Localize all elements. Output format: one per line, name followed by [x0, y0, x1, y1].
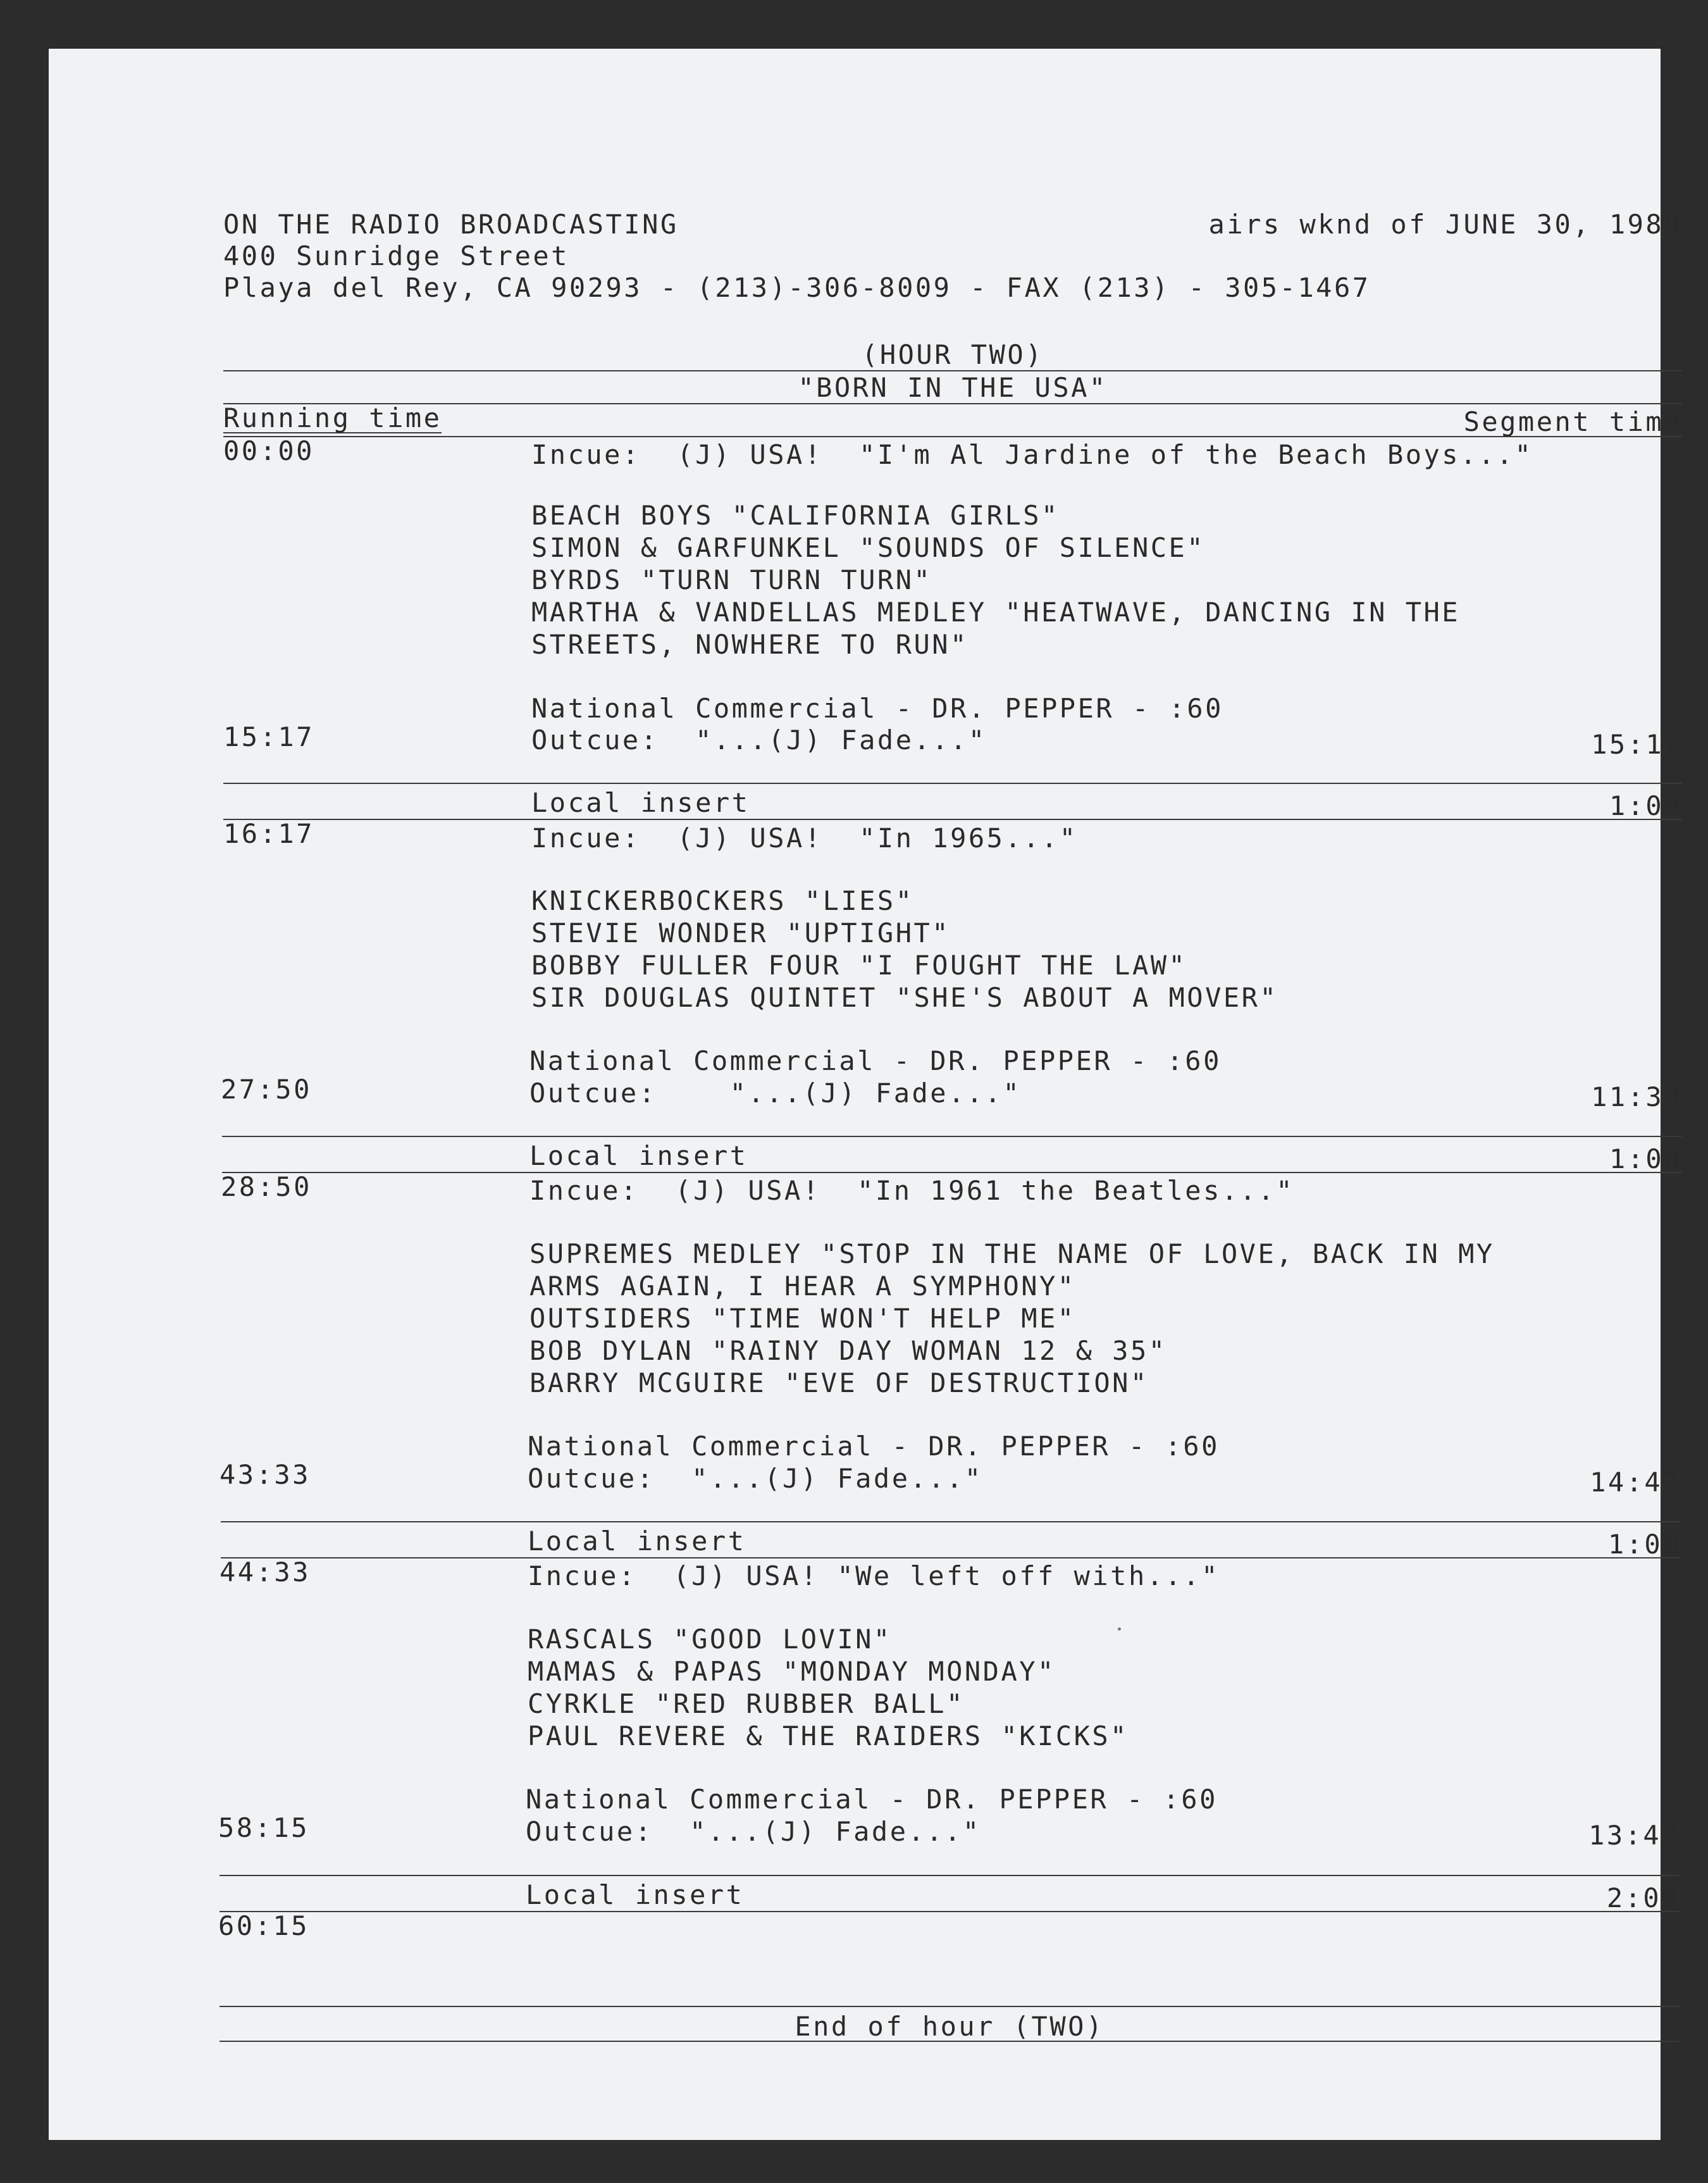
song-line: MARTHA & VANDELLAS MEDLEY "HEATWAVE, DANCING IN THE [531, 597, 1461, 628]
outcue: Outcue: "...(J) Fade..." [526, 1816, 981, 1847]
local-insert-label: Local insert [529, 1140, 748, 1171]
document-page [49, 49, 1682, 2140]
local-insert-label: Local insert [528, 1526, 746, 1557]
song-line: STEVIE WONDER "UPTIGHT" [531, 917, 951, 948]
paper-speck [1118, 1627, 1121, 1631]
running-time: 00:00 [223, 435, 314, 466]
address-street: 400 Sunridge Street [223, 240, 569, 271]
divider [220, 1875, 1680, 1876]
song-line: OUTSIDERS "TIME WON'T HELP ME" [529, 1303, 1076, 1334]
running-time: 44:33 [220, 1557, 311, 1588]
song-line: PAUL REVERE & THE RAIDERS "KICKS" [528, 1720, 1129, 1751]
song-line: BYRDS "TURN TURN TURN" [531, 564, 932, 595]
local-insert-label: Local insert [531, 787, 750, 818]
hour-label: (HOUR TWO) [862, 339, 1044, 370]
divider [223, 783, 1682, 784]
column-segment-time: Segment time [1314, 408, 1682, 437]
running-time: 15:17 [223, 721, 314, 752]
address-contact: Playa del Rey, CA 90293 - (213)-306-8009 - FAX (213) - 305-1467 [223, 272, 1371, 303]
song-line: KNICKERBOCKERS "LIES" [531, 885, 914, 916]
song-line: BOB DYLAN "RAINY DAY WOMAN 12 & 35" [529, 1335, 1167, 1366]
divider [221, 1557, 1681, 1558]
divider [223, 436, 1682, 437]
running-time: 16:17 [223, 818, 314, 849]
commercial-line: National Commercial - DR. PEPPER - :60 [526, 1784, 1218, 1815]
running-time: 43:33 [220, 1459, 311, 1490]
company-name: ON THE RADIO BROADCASTING [223, 209, 679, 240]
outcue: Outcue: "...(J) Fade..." [531, 725, 987, 756]
running-time: 28:50 [221, 1171, 312, 1202]
incue: Incue: (J) USA! "In 1965..." [531, 823, 1078, 854]
divider [222, 1136, 1682, 1137]
song-line: CYRKLE "RED RUBBER BALL" [528, 1688, 965, 1719]
insert-time: 1:00 [1607, 1529, 1681, 1560]
divider [220, 2006, 1680, 2007]
outcue: Outcue: "...(J) Fade..." [528, 1463, 983, 1494]
final-running-time: 60:15 [218, 1910, 309, 1941]
commercial-line: National Commercial - DR. PEPPER - :60 [528, 1431, 1220, 1462]
divider [223, 403, 1682, 404]
divider [222, 1172, 1682, 1173]
segment-time: 15:17 [1591, 729, 1682, 760]
outcue: Outcue: "...(J) Fade..." [529, 1078, 1022, 1109]
divider [221, 1521, 1681, 1522]
commercial-line: National Commercial - DR. PEPPER - :60 [531, 693, 1223, 724]
local-insert-label: Local insert [526, 1879, 745, 1910]
song-line: BOBBY FULLER FOUR "I FOUGHT THE LAW" [531, 950, 1187, 981]
divider [220, 2041, 1680, 2042]
divider [223, 819, 1682, 820]
insert-time: 1:00 [1609, 790, 1682, 821]
song-line: SIMON & GARFUNKEL "SOUNDS OF SILENCE" [531, 532, 1206, 563]
song-line: MAMAS & PAPAS "MONDAY MONDAY" [528, 1656, 1056, 1687]
divider [223, 370, 1682, 371]
divider [220, 1911, 1680, 1912]
song-line: BEACH BOYS "CALIFORNIA GIRLS" [531, 500, 1060, 531]
insert-time: 1:00 [1609, 1143, 1682, 1174]
segment-time: 14:43 [1590, 1467, 1681, 1498]
running-time: 58:15 [218, 1812, 309, 1843]
segment-time: 11:33 [1591, 1081, 1682, 1112]
song-line: SUPREMES MEDLEY "STOP IN THE NAME OF LOVE, BACK IN MY [529, 1238, 1495, 1269]
song-line: RASCALS "GOOD LOVIN" [528, 1624, 892, 1655]
song-line: BARRY MCGUIRE "EVE OF DESTRUCTION" [529, 1367, 1149, 1398]
air-date: airs wknd of JUNE 30, 1989 [1208, 209, 1682, 240]
show-title: "BORN IN THE USA" [798, 372, 1108, 403]
running-time: 27:50 [221, 1074, 312, 1105]
song-line: STREETS, NOWHERE TO RUN" [531, 629, 968, 660]
segment-time: 13:42 [1588, 1820, 1680, 1851]
incue: Incue: (J) USA! "We left off with..." [528, 1560, 1220, 1591]
end-of-hour: End of hour (TWO) [795, 2011, 1105, 2042]
column-running-time: Running time [223, 402, 442, 433]
incue: Incue: (J) USA! "I'm Al Jardine of the Beach Boys..." [531, 439, 1533, 470]
incue: Incue: (J) USA! "In 1961 the Beatles..." [529, 1175, 1295, 1206]
insert-time: 2:00 [1606, 1882, 1680, 1913]
commercial-line: National Commercial - DR. PEPPER - :60 [529, 1045, 1222, 1076]
song-line: ARMS AGAIN, I HEAR A SYMPHONY" [529, 1271, 1076, 1302]
song-line: SIR DOUGLAS QUINTET "SHE'S ABOUT A MOVER" [531, 982, 1278, 1013]
